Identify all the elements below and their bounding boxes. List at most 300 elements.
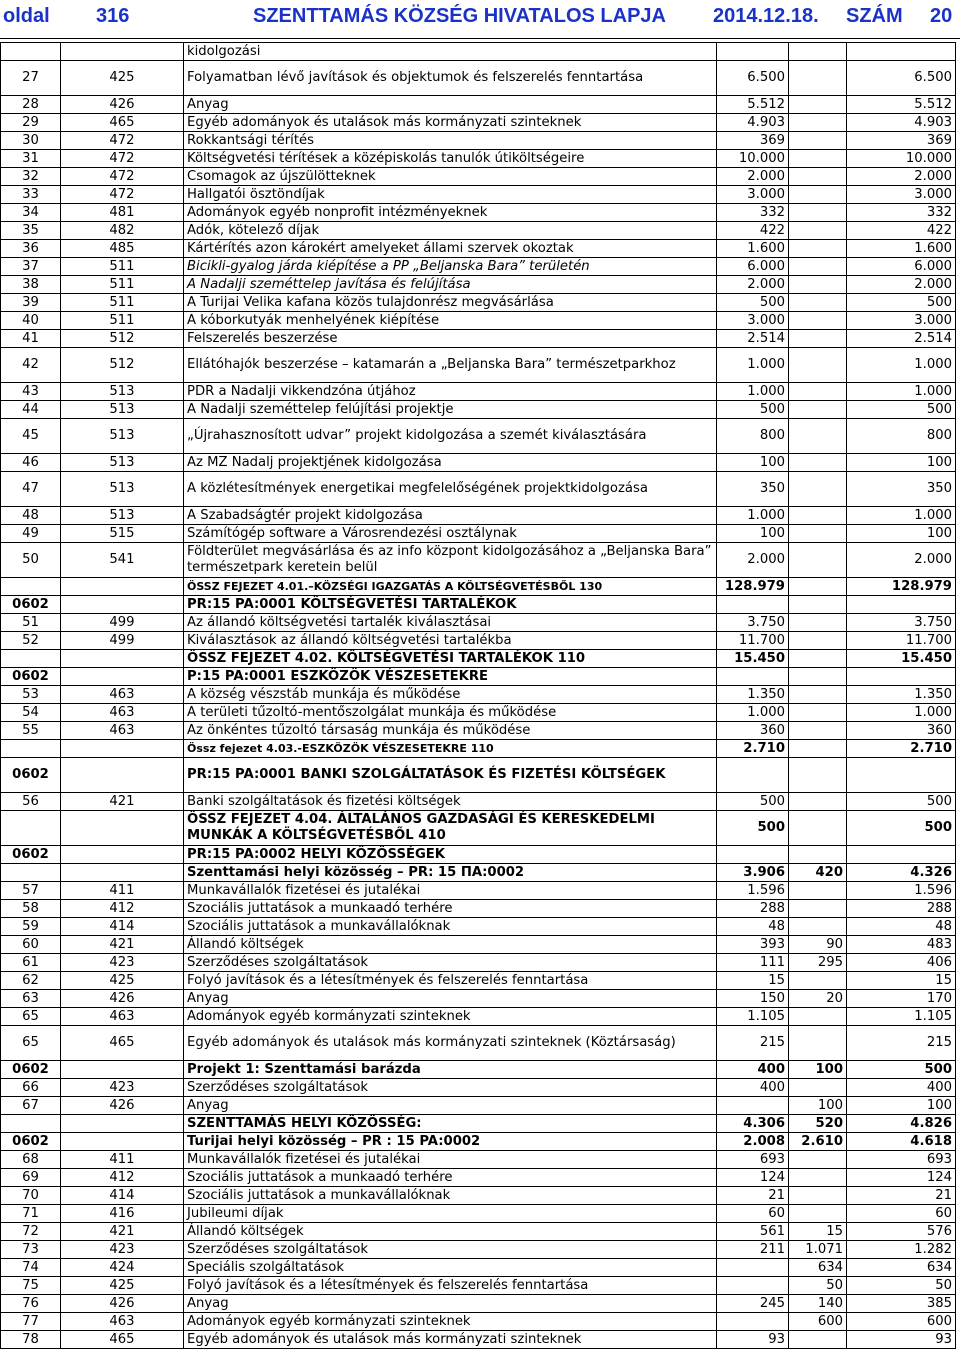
cell-amount-total: 2.000 xyxy=(847,543,956,578)
cell-amount-budget: 360 xyxy=(717,722,789,740)
cell-account-code: 541 xyxy=(61,543,184,578)
cell-row-number: 62 xyxy=(1,972,61,990)
cell-amount-budget: 2.000 xyxy=(717,168,789,186)
budget-table-wrapper xyxy=(0,42,960,1349)
cell-amount-other: 420 xyxy=(789,864,847,882)
cell-amount-total: 500 xyxy=(847,401,956,419)
cell-description: Költségvetési térítések a középiskolás tanulók útiköltségeire xyxy=(184,150,717,168)
cell-description: SZENTTAMÁS HELYI KÖZÖSSÉG: xyxy=(184,1115,717,1133)
cell-amount-budget: 500 xyxy=(717,793,789,811)
cell-amount-total: 100 xyxy=(847,525,956,543)
cell-amount-total: 600 xyxy=(847,1313,956,1331)
cell-row-number: 41 xyxy=(1,330,61,348)
cell-amount-total: 15.450 xyxy=(847,650,956,668)
table-row xyxy=(1,1169,956,1187)
cell-description: Állandó költségek xyxy=(184,936,717,954)
cell-description: Csomagok az újszülötteknek xyxy=(184,168,717,186)
table-row xyxy=(1,1187,956,1205)
cell-description: Földterület megvásárlása és az info központ kidolgozásához a „Beljanska Bara” természetpark keretein belül xyxy=(184,543,717,578)
cell-amount-budget: 3.000 xyxy=(717,312,789,330)
cell-amount-budget xyxy=(717,1097,789,1115)
cell-description: Jubileumi díjak xyxy=(184,1205,717,1223)
cell-row-number: 45 xyxy=(1,419,61,454)
cell-amount-other xyxy=(789,96,847,114)
cell-amount-total: 385 xyxy=(847,1295,956,1313)
cell-row-number xyxy=(1,578,61,596)
cell-account-code: 421 xyxy=(61,1223,184,1241)
cell-amount-total: 48 xyxy=(847,918,956,936)
cell-amount-budget xyxy=(717,596,789,614)
cell-description: Anyag xyxy=(184,990,717,1008)
cell-description: Az önkéntes tűzoltó társaság munkája és működése xyxy=(184,722,717,740)
table-row xyxy=(1,596,956,614)
table-row xyxy=(1,954,956,972)
cell-account-code: 463 xyxy=(61,1008,184,1026)
table-row xyxy=(1,882,956,900)
table-row xyxy=(1,1295,956,1313)
cell-amount-other xyxy=(789,472,847,507)
cell-description: „Újrahasznosított udvar” projekt kidolgozása a szemét kiválasztására xyxy=(184,419,717,454)
cell-amount-budget: 100 xyxy=(717,454,789,472)
cell-amount-total: 2.514 xyxy=(847,330,956,348)
cell-account-code: 465 xyxy=(61,1331,184,1349)
cell-row-number xyxy=(1,740,61,758)
cell-account-code: 499 xyxy=(61,632,184,650)
cell-amount-other xyxy=(789,758,847,793)
cell-amount-total: 332 xyxy=(847,204,956,222)
cell-description: PR:15 PA:0001 KÖLTSÉGVETÉSI TARTALÉKOK xyxy=(184,596,717,614)
cell-amount-total: 483 xyxy=(847,936,956,954)
cell-account-code xyxy=(61,650,184,668)
table-row xyxy=(1,114,956,132)
table-row xyxy=(1,1331,956,1349)
cell-amount-total: 4.826 xyxy=(847,1115,956,1133)
cell-row-number: 0602 xyxy=(1,1061,61,1079)
cell-amount-total: 100 xyxy=(847,454,956,472)
cell-amount-total: 15 xyxy=(847,972,956,990)
cell-description: Adók, kötelező díjak xyxy=(184,222,717,240)
cell-account-code: 472 xyxy=(61,132,184,150)
cell-amount-total: 1.000 xyxy=(847,704,956,722)
cell-row-number: 43 xyxy=(1,383,61,401)
cell-account-code xyxy=(61,1133,184,1151)
cell-amount-other xyxy=(789,258,847,276)
cell-amount-total: 100 xyxy=(847,1097,956,1115)
cell-description: A közlétesítmények energetikai megfelelőségének projektkidolgozása xyxy=(184,472,717,507)
table-row xyxy=(1,1061,956,1079)
cell-amount-other xyxy=(789,918,847,936)
cell-description: A Turijai Velika kafana közös tulajdonrész megvásárlása xyxy=(184,294,717,312)
cell-amount-other xyxy=(789,1151,847,1169)
cell-amount-other xyxy=(789,811,847,846)
cell-amount-budget: 500 xyxy=(717,401,789,419)
cell-row-number: 42 xyxy=(1,348,61,383)
cell-amount-total: 2.000 xyxy=(847,276,956,294)
cell-description: Anyag xyxy=(184,96,717,114)
cell-description: A kóborkutyák menhelyének kiépítése xyxy=(184,312,717,330)
cell-account-code: 426 xyxy=(61,96,184,114)
cell-account-code: 513 xyxy=(61,419,184,454)
cell-amount-other xyxy=(789,150,847,168)
cell-account-code: 411 xyxy=(61,882,184,900)
cell-description: Munkavállalók fizetései és jutalékai xyxy=(184,1151,717,1169)
table-row xyxy=(1,186,956,204)
cell-amount-other xyxy=(789,740,847,758)
cell-amount-budget: 350 xyxy=(717,472,789,507)
table-row xyxy=(1,1259,956,1277)
cell-description: Egyéb adományok és utalások más kormányzati szinteknek xyxy=(184,1331,717,1349)
cell-amount-budget: 128.979 xyxy=(717,578,789,596)
cell-amount-total xyxy=(847,43,956,61)
cell-amount-total: 800 xyxy=(847,419,956,454)
cell-amount-total: 11.700 xyxy=(847,632,956,650)
cell-amount-total: 50 xyxy=(847,1277,956,1295)
cell-description: Hallgatói ösztöndíjak xyxy=(184,186,717,204)
cell-description: Az MZ Nadalj projektjének kidolgozása xyxy=(184,454,717,472)
cell-amount-budget: 2.710 xyxy=(717,740,789,758)
cell-amount-budget: 100 xyxy=(717,525,789,543)
cell-amount-total: 128.979 xyxy=(847,578,956,596)
cell-amount-budget: 1.600 xyxy=(717,240,789,258)
cell-row-number: 78 xyxy=(1,1331,61,1349)
cell-amount-total: 124 xyxy=(847,1169,956,1187)
cell-row-number: 29 xyxy=(1,114,61,132)
cell-description: Össz fejezet 4.03.-ESZKÖZÖK VÉSZESETEKRE 110 xyxy=(184,740,717,758)
cell-amount-total: 1.596 xyxy=(847,882,956,900)
cell-description: A területi tűzoltó-mentőszolgálat munkája és működése xyxy=(184,704,717,722)
cell-description: Kártérítés azon károkért amelyeket állami szervek okoztak xyxy=(184,240,717,258)
cell-row-number: 36 xyxy=(1,240,61,258)
cell-amount-other xyxy=(789,686,847,704)
cell-row-number xyxy=(1,1115,61,1133)
cell-amount-total xyxy=(847,846,956,864)
cell-amount-other xyxy=(789,543,847,578)
cell-amount-budget: 332 xyxy=(717,204,789,222)
table-row xyxy=(1,276,956,294)
table-row xyxy=(1,348,956,383)
cell-amount-other xyxy=(789,578,847,596)
cell-amount-budget xyxy=(717,1277,789,1295)
table-row xyxy=(1,294,956,312)
cell-account-code: 411 xyxy=(61,1151,184,1169)
cell-row-number: 53 xyxy=(1,686,61,704)
cell-row-number: 60 xyxy=(1,936,61,954)
cell-amount-budget xyxy=(717,1313,789,1331)
cell-account-code: 465 xyxy=(61,114,184,132)
cell-row-number: 44 xyxy=(1,401,61,419)
cell-account-code: 424 xyxy=(61,1259,184,1277)
cell-row-number: 40 xyxy=(1,312,61,330)
page-number: 316 xyxy=(96,5,130,27)
cell-amount-budget: 1.105 xyxy=(717,1008,789,1026)
cell-description: Szociális juttatások a munkaadó terhére xyxy=(184,900,717,918)
cell-account-code: 414 xyxy=(61,918,184,936)
cell-amount-other xyxy=(789,401,847,419)
cell-description: Szociális juttatások a munkavállalóknak xyxy=(184,1187,717,1205)
page-label: oldal xyxy=(3,5,50,27)
cell-amount-other xyxy=(789,114,847,132)
header-divider xyxy=(0,38,960,39)
issue-number: 20 xyxy=(930,5,953,27)
cell-account-code: 412 xyxy=(61,900,184,918)
cell-amount-other: 100 xyxy=(789,1061,847,1079)
cell-amount-total xyxy=(847,668,956,686)
cell-amount-budget xyxy=(717,668,789,686)
cell-description: Számítógép software a Városrendezési osztálynak xyxy=(184,525,717,543)
table-row xyxy=(1,150,956,168)
cell-amount-total: 500 xyxy=(847,1061,956,1079)
cell-amount-other xyxy=(789,240,847,258)
cell-amount-total: 6.500 xyxy=(847,61,956,96)
cell-account-code: 426 xyxy=(61,1295,184,1313)
cell-row-number: 66 xyxy=(1,1079,61,1097)
cell-row-number: 72 xyxy=(1,1223,61,1241)
cell-amount-other: 600 xyxy=(789,1313,847,1331)
cell-amount-total: 1.600 xyxy=(847,240,956,258)
cell-amount-budget: 6.500 xyxy=(717,61,789,96)
cell-row-number: 63 xyxy=(1,990,61,1008)
cell-amount-other xyxy=(789,43,847,61)
table-row xyxy=(1,454,956,472)
cell-amount-budget: 111 xyxy=(717,954,789,972)
cell-description: Anyag xyxy=(184,1097,717,1115)
cell-account-code: 511 xyxy=(61,258,184,276)
cell-amount-other xyxy=(789,793,847,811)
cell-amount-other xyxy=(789,1008,847,1026)
cell-amount-other: 1.071 xyxy=(789,1241,847,1259)
cell-account-code: 513 xyxy=(61,401,184,419)
cell-description: Anyag xyxy=(184,1295,717,1313)
cell-account-code: 425 xyxy=(61,61,184,96)
table-row xyxy=(1,1115,956,1133)
cell-row-number: 0602 xyxy=(1,846,61,864)
cell-row-number: 46 xyxy=(1,454,61,472)
cell-description: Szerződéses szolgáltatások xyxy=(184,1079,717,1097)
cell-row-number: 34 xyxy=(1,204,61,222)
cell-amount-budget: 15 xyxy=(717,972,789,990)
cell-amount-other xyxy=(789,276,847,294)
cell-amount-budget: 150 xyxy=(717,990,789,1008)
cell-amount-other xyxy=(789,222,847,240)
cell-account-code: 512 xyxy=(61,330,184,348)
cell-amount-budget: 6.000 xyxy=(717,258,789,276)
cell-amount-total: 4.326 xyxy=(847,864,956,882)
cell-amount-total: 1.282 xyxy=(847,1241,956,1259)
cell-account-code: 513 xyxy=(61,507,184,525)
table-row xyxy=(1,686,956,704)
cell-description: Folyamatban lévő javítások és objektumok és felszerelés fenntartása xyxy=(184,61,717,96)
cell-account-code: 482 xyxy=(61,222,184,240)
cell-amount-other xyxy=(789,330,847,348)
cell-amount-budget: 561 xyxy=(717,1223,789,1241)
cell-amount-budget: 211 xyxy=(717,1241,789,1259)
cell-description: Egyéb adományok és utalások más kormányzati szinteknek (Köztársaság) xyxy=(184,1026,717,1061)
cell-account-code: 472 xyxy=(61,150,184,168)
cell-amount-other xyxy=(789,596,847,614)
cell-amount-budget: 400 xyxy=(717,1061,789,1079)
table-row xyxy=(1,936,956,954)
table-row xyxy=(1,258,956,276)
cell-amount-total: 500 xyxy=(847,294,956,312)
table-row xyxy=(1,525,956,543)
cell-amount-budget: 1.000 xyxy=(717,507,789,525)
cell-amount-other: 140 xyxy=(789,1295,847,1313)
cell-description: P:15 PA:0001 ESZKÖZÖK VÉSZESETEKRE xyxy=(184,668,717,686)
cell-amount-budget xyxy=(717,758,789,793)
cell-row-number: 33 xyxy=(1,186,61,204)
table-row xyxy=(1,168,956,186)
cell-account-code: 412 xyxy=(61,1169,184,1187)
cell-amount-total: 1.105 xyxy=(847,1008,956,1026)
cell-account-code: 465 xyxy=(61,1026,184,1061)
cell-account-code: 481 xyxy=(61,204,184,222)
table-row xyxy=(1,240,956,258)
cell-row-number: 58 xyxy=(1,900,61,918)
table-row xyxy=(1,419,956,454)
cell-amount-total: 500 xyxy=(847,811,956,846)
table-row xyxy=(1,1277,956,1295)
table-row xyxy=(1,918,956,936)
cell-row-number: 37 xyxy=(1,258,61,276)
cell-amount-budget: 93 xyxy=(717,1331,789,1349)
cell-amount-budget xyxy=(717,1259,789,1277)
table-row xyxy=(1,312,956,330)
cell-row-number: 68 xyxy=(1,1151,61,1169)
cell-account-code: 463 xyxy=(61,686,184,704)
cell-amount-other xyxy=(789,507,847,525)
cell-amount-other xyxy=(789,900,847,918)
cell-account-code xyxy=(61,811,184,846)
cell-amount-other xyxy=(789,632,847,650)
table-row xyxy=(1,96,956,114)
cell-row-number: 0602 xyxy=(1,596,61,614)
table-row xyxy=(1,704,956,722)
cell-amount-total: 360 xyxy=(847,722,956,740)
cell-description: PR:15 PA:0001 BANKI SZOLGÁLTATÁSOK ÉS FIZETÉSI KÖLTSÉGEK xyxy=(184,758,717,793)
table-row xyxy=(1,864,956,882)
cell-amount-other xyxy=(789,132,847,150)
cell-amount-other xyxy=(789,383,847,401)
cell-amount-other xyxy=(789,1331,847,1349)
cell-account-code xyxy=(61,1115,184,1133)
table-row xyxy=(1,204,956,222)
table-row xyxy=(1,668,956,686)
table-row xyxy=(1,43,956,61)
cell-account-code xyxy=(61,864,184,882)
table-row xyxy=(1,1223,956,1241)
cell-account-code: 463 xyxy=(61,722,184,740)
cell-amount-total: 422 xyxy=(847,222,956,240)
cell-account-code: 423 xyxy=(61,1241,184,1259)
cell-amount-budget: 124 xyxy=(717,1169,789,1187)
cell-amount-total: 6.000 xyxy=(847,258,956,276)
cell-amount-total: 2.710 xyxy=(847,740,956,758)
cell-amount-other xyxy=(789,294,847,312)
cell-amount-budget: 2.000 xyxy=(717,543,789,578)
cell-description: Rokkantsági térítés xyxy=(184,132,717,150)
cell-amount-other xyxy=(789,722,847,740)
cell-amount-budget: 2.008 xyxy=(717,1133,789,1151)
cell-amount-other xyxy=(789,312,847,330)
cell-amount-total: 406 xyxy=(847,954,956,972)
cell-row-number: 0602 xyxy=(1,1133,61,1151)
cell-row-number: 54 xyxy=(1,704,61,722)
cell-row-number: 75 xyxy=(1,1277,61,1295)
cell-account-code: 513 xyxy=(61,454,184,472)
cell-account-code: 463 xyxy=(61,1313,184,1331)
cell-row-number: 65 xyxy=(1,1008,61,1026)
cell-description: kidolgozási xyxy=(184,43,717,61)
cell-amount-budget: 400 xyxy=(717,1079,789,1097)
cell-amount-other xyxy=(789,1205,847,1223)
cell-row-number: 35 xyxy=(1,222,61,240)
cell-amount-total: 576 xyxy=(847,1223,956,1241)
table-row xyxy=(1,650,956,668)
cell-amount-total xyxy=(847,758,956,793)
cell-row-number: 67 xyxy=(1,1097,61,1115)
cell-account-code: 472 xyxy=(61,186,184,204)
cell-row-number: 28 xyxy=(1,96,61,114)
cell-row-number: 27 xyxy=(1,61,61,96)
cell-description: A Szabadságtér projekt kidolgozása xyxy=(184,507,717,525)
cell-amount-budget: 1.000 xyxy=(717,348,789,383)
table-row xyxy=(1,61,956,96)
cell-amount-budget: 10.000 xyxy=(717,150,789,168)
cell-amount-total: 5.512 xyxy=(847,96,956,114)
cell-description: Állandó költségek xyxy=(184,1223,717,1241)
cell-row-number: 76 xyxy=(1,1295,61,1313)
cell-description: PDR a Nadalji vikkendzóna útjához xyxy=(184,383,717,401)
cell-account-code xyxy=(61,578,184,596)
cell-account-code xyxy=(61,596,184,614)
cell-amount-total: 693 xyxy=(847,1151,956,1169)
cell-description: Munkavállalók fizetései és jutalékai xyxy=(184,882,717,900)
cell-row-number: 77 xyxy=(1,1313,61,1331)
cell-description: Felszerelés beszerzése xyxy=(184,330,717,348)
cell-amount-budget: 60 xyxy=(717,1205,789,1223)
cell-amount-other xyxy=(789,846,847,864)
cell-row-number xyxy=(1,811,61,846)
cell-amount-total: 4.903 xyxy=(847,114,956,132)
cell-row-number: 39 xyxy=(1,294,61,312)
cell-row-number: 50 xyxy=(1,543,61,578)
cell-description: ÖSSZ FEJEZET 4.04. ÁLTALÁNOS GAZDASÁGI ÉS KERESKEDELMI MUNKÁK A KÖLTSÉGVETÉSBŐL 410 xyxy=(184,811,717,846)
table-row xyxy=(1,972,956,990)
cell-row-number: 59 xyxy=(1,918,61,936)
cell-amount-budget: 21 xyxy=(717,1187,789,1205)
cell-amount-total: 4.618 xyxy=(847,1133,956,1151)
cell-account-code xyxy=(61,1061,184,1079)
cell-account-code: 511 xyxy=(61,294,184,312)
cell-amount-total: 1.000 xyxy=(847,348,956,383)
cell-amount-budget: 369 xyxy=(717,132,789,150)
cell-description: Projekt 1: Szenttamási barázda xyxy=(184,1061,717,1079)
publication-title: SZENTTAMÁS KÖZSÉG HIVATALOS LAPJA xyxy=(253,5,666,27)
table-row xyxy=(1,758,956,793)
cell-amount-other: 15 xyxy=(789,1223,847,1241)
cell-amount-total: 3.000 xyxy=(847,312,956,330)
cell-description: Egyéb adományok és utalások más kormányzati szinteknek xyxy=(184,114,717,132)
cell-row-number: 74 xyxy=(1,1259,61,1277)
cell-row-number: 52 xyxy=(1,632,61,650)
table-row xyxy=(1,990,956,1008)
cell-row-number: 0602 xyxy=(1,668,61,686)
cell-amount-other xyxy=(789,348,847,383)
cell-description: Adományok egyéb nonprofit intézményeknek xyxy=(184,204,717,222)
cell-amount-total: 634 xyxy=(847,1259,956,1277)
table-row xyxy=(1,330,956,348)
table-row xyxy=(1,1008,956,1026)
